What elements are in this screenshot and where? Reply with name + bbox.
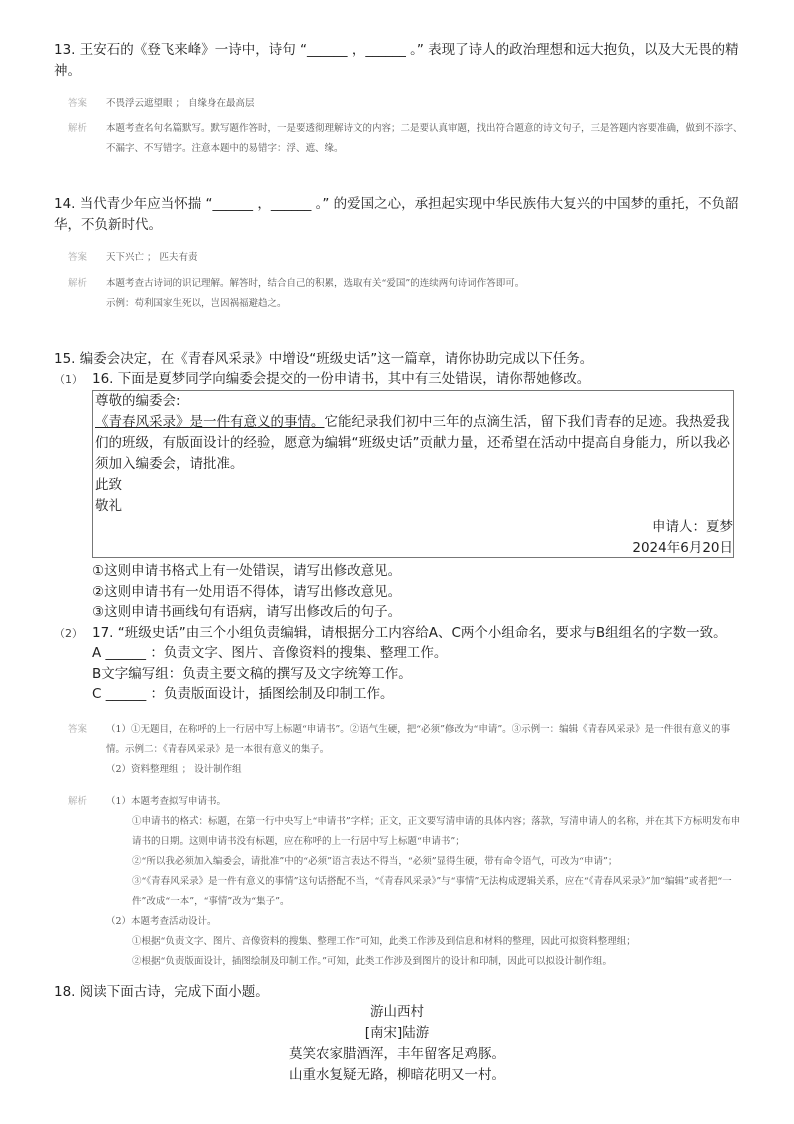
analysis-line: （1）本题考查拟写申请书。	[106, 796, 227, 807]
q15-analysis	[106, 792, 744, 972]
answer-tag: 答案	[68, 252, 88, 263]
q14-answer: 天下兴亡 ； 匹夫有责	[106, 252, 198, 263]
sub-number: （2）	[54, 627, 83, 640]
poem-line: 山重水复疑无路，柳暗花明又一村。	[289, 1067, 505, 1083]
q15-sub1	[54, 369, 744, 390]
group-item: A ______ ：负责文字、图片、音像资料的搜集、整理工作。	[92, 645, 448, 661]
sub1-text: 16. 下面是夏梦同学向编委会提交的一份申请书，其中有三处错误，请你帮她修改。	[92, 371, 591, 387]
q15-task-list	[92, 561, 742, 623]
letter-close-1: 此致	[95, 477, 122, 493]
answer-tag: 答案	[68, 98, 88, 109]
q13-answer-row	[68, 94, 744, 114]
q13-answer-block	[68, 94, 744, 159]
q14-analysis-row	[68, 274, 744, 314]
q15-sub2	[54, 623, 744, 644]
poem-line: 莫笑农家腊酒浑，丰年留客足鸡豚。	[289, 1046, 505, 1062]
q14-analysis-line: 示例：苟利国家生死以，岂因祸福避趋之。	[106, 298, 287, 309]
q15-answer-block	[68, 720, 744, 972]
task-item: ②这则申请书有一处用语不得体，请写出修改意见。	[92, 583, 402, 600]
letter-close-2: 敬礼	[95, 498, 122, 514]
q15-answer-line: （1）①无题目，在称呼的上一行居中写上标题“申请书”。②语气生硬，把“必须”修改为“申请”。③示例一：编辑《青春风采录》是一件很有意义的事情。示例二：《青春风采录》是一本很有意义的集子。	[106, 724, 731, 755]
analysis-tag: 解析	[68, 123, 88, 134]
question-14: 14. 当代青少年应当怀揣 “______ ，______ 。” 的爱国之心，承担起实现中华民族伟大复兴的中国梦的重托，不负韶华，不负新时代。	[54, 196, 739, 233]
question-13: 13. 王安石的《登飞来峰》一诗中，诗句 “______ ，______ 。” 表现了诗人的政治理想和远大抱负，以及大无畏的精神。	[54, 42, 739, 79]
question-15: 15. 编委会决定，在《青春风采录》中增设“班级史话”这一篇章，请你协助完成以下任务。	[54, 351, 594, 367]
q15-answer-row	[68, 720, 744, 780]
sub-number: （1）	[54, 373, 83, 386]
analysis-line: ①根据“负责文字、图片、音像资料的搜集、整理工作”可知，此类工作涉及到信息和材料的整理，因此可拟资料整理组；	[132, 936, 636, 947]
analysis-line: ①申请书的格式：标题，在第一行中央写上“申请书”字样；正文，正文要写清申请的具体内容；落款，写清申请人的名称，并在其下方标明发布申请书的日期。这则申请书没有标题，应在称呼的上一行居中写上标题“申请书”；	[132, 816, 741, 847]
analysis-tag: 解析	[68, 278, 88, 289]
poem	[200, 1002, 594, 1086]
q13-answer: 不畏浮云遮望眼 ； 自缘身在最高层	[106, 98, 255, 109]
q15-answer-line: （2）资料整理组 ； 设计制作组	[106, 764, 242, 775]
q15-answers	[106, 720, 744, 780]
q13-analysis-row	[68, 119, 744, 159]
group-item: B文字编写组：负责主要文稿的撰写及文字统筹工作。	[92, 665, 412, 682]
question-18: 18. 阅读下面古诗，完成下面小题。	[54, 984, 269, 1000]
letter-body	[95, 412, 733, 475]
answer-tag: 答案	[68, 724, 88, 735]
q14-answer-block	[68, 248, 744, 314]
letter-salutation: 尊敬的编委会:	[95, 393, 181, 409]
q13-analysis: 本题考查名句名篇默写。默写题作答时，一是要透彻理解诗文的内容；二是要认真审题，找出符合题意的诗文句子，三是答题内容要准确，做到不添字、不漏字、不写错字。注意本题中的易错字：浮、遮、缘。	[106, 123, 743, 154]
letter-applicant: 申请人：夏梦	[652, 519, 733, 535]
q14-answer-row	[68, 248, 744, 268]
q15-analysis-row	[68, 792, 744, 972]
analysis-line: ③“《青春风采录》是一件有意义的事情”这句话搭配不当，“《青春风采录》”与“事情”无法构成逻辑关系，应在“《青春风采录》”加“编辑”或者把“一件”改成“一本”，“事情”改为“集子”。	[132, 876, 732, 907]
poem-author: [南宋]陆游	[364, 1025, 430, 1041]
application-letter	[92, 390, 734, 558]
q15-group-list	[92, 643, 742, 705]
letter-date: 2024年6月20日	[632, 540, 733, 556]
q14-analysis-line: 本题考查古诗词的识记理解。解答时，结合自己的积累，选取有关“爱国”的连续两句诗词作答即可。	[106, 278, 525, 289]
q14-analysis	[106, 274, 744, 314]
poem-title: 游山西村	[370, 1004, 424, 1020]
analysis-line: ②根据“负责版面设计，插图绘制及印制工作。”可知，此类工作涉及到图片的设计和印制，因此可以拟设计制作组。	[132, 956, 612, 967]
analysis-tag: 解析	[68, 796, 88, 807]
task-item: ①这则申请书格式上有一处错误，请写出修改意见。	[92, 563, 402, 579]
letter-body-rest: 它能纪录我们初中三年的点滴生活，留下我们青春的足迹。我热爱我们的班级，有版面设计的经验，愿意为编辑“班级史话”贡献力量，还希望在活动中提高自身能力，所以我必须加入编委会，请批准。	[95, 414, 730, 472]
analysis-line: （2）本题考查活动设计。	[106, 916, 217, 927]
group-item: C ______ ：负责版面设计，插图绘制及印制工作。	[92, 686, 394, 702]
sub2-text: 17. “班级史话”由三个小组负责编辑，请根据分工内容给A、C两个小组命名，要求与B组组名的字数一致。	[92, 625, 727, 641]
task-item: ③这则申请书画线句有语病，请写出修改后的句子。	[92, 604, 402, 620]
letter-underlined-sentence: 《青春风采录》是一件有意义的事情。	[95, 414, 325, 430]
analysis-line: ②“所以我必须加入编委会，请批准”中的“必须”语言表达不得当，“必须”显得生硬，带有命令语气，可改为“申请”；	[132, 856, 618, 867]
